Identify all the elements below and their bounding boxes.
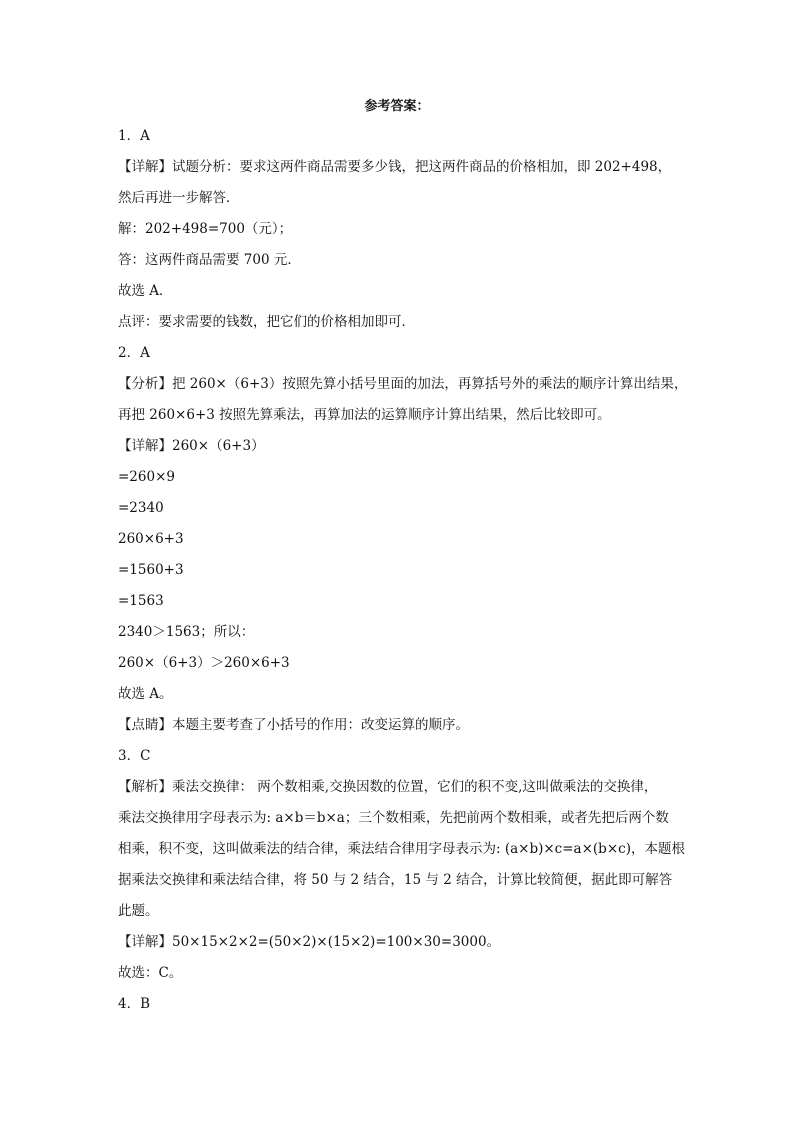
explanation-line: 【详解】试题分析：要求这两件商品需要多少钱，把这两件商品的价格相加，即 202+498， [118, 159, 672, 175]
calculation-line: 260×6+3 [118, 531, 184, 547]
analysis-line: 据乘法交换律和乘法结合律，将 50 与 2 结合，15 与 2 结合，计算比较简便，据此即可解答 [118, 872, 673, 888]
answer-line: 答：这两件商品需要 700 元． [118, 252, 301, 268]
explanation-line: 然后再进一步解答． [118, 190, 240, 206]
solution-line: 解：202+498=700（元）； [118, 221, 293, 237]
detail-line: 【详解】50×15×2×2=(50×2)×(15×2)=100×30=3000。 [118, 934, 501, 950]
analysis-line: 再把 260×6+3 按照先算乘法，再算加法的运算顺序计算出结果，然后比较即可。 [118, 407, 611, 423]
question-number: 1．A [118, 128, 150, 144]
page-title: 参考答案： [364, 99, 430, 114]
answer-content [118, 121, 688, 1020]
comparison-line: 2340＞1563；所以： [118, 624, 255, 640]
choice-line: 故选：C。 [118, 965, 183, 981]
calculation-line: =1563 [118, 593, 164, 609]
question-number: 3．C [118, 748, 151, 764]
analysis-line: 【分析】把 260×（6+3）按照先算小括号里面的加法，再算括号外的乘法的顺序计算出结果， [118, 376, 688, 392]
comment-line: 点评：要求需要的钱数，把它们的价格相加即可． [118, 314, 415, 330]
question-number: 2．A [118, 345, 150, 361]
analysis-line: 【解析】乘法交换律： 两个数相乘,交换因数的位置，它们的积不变,这叫做乘法的交换律， [118, 779, 658, 795]
calculation-line: =1560+3 [118, 562, 184, 578]
comparison-line: 260×（6+3）＞260×6+3 [118, 655, 290, 671]
choice-line: 故选 A． [118, 283, 173, 299]
choice-line: 故选 A。 [118, 686, 173, 702]
detail-line: 【详解】260×（6+3） [118, 438, 265, 454]
analysis-line: 相乘，积不变，这叫做乘法的结合律，乘法结合律用字母表示为: (a×b)×c=a×(b×c)，本题根 [118, 841, 685, 857]
comment-line: 【点睛】本题主要考查了小括号的作用：改变运算的顺序。 [118, 717, 469, 733]
analysis-line: 此题。 [118, 903, 159, 919]
question-number: 4．B [118, 996, 151, 1012]
calculation-line: =2340 [118, 500, 164, 516]
calculation-line: =260×9 [118, 469, 175, 485]
analysis-line: 乘法交换律用字母表示为: a×b＝b×a；三个数相乘，先把前两个数相乘，或者先把后两个数 [118, 810, 669, 826]
